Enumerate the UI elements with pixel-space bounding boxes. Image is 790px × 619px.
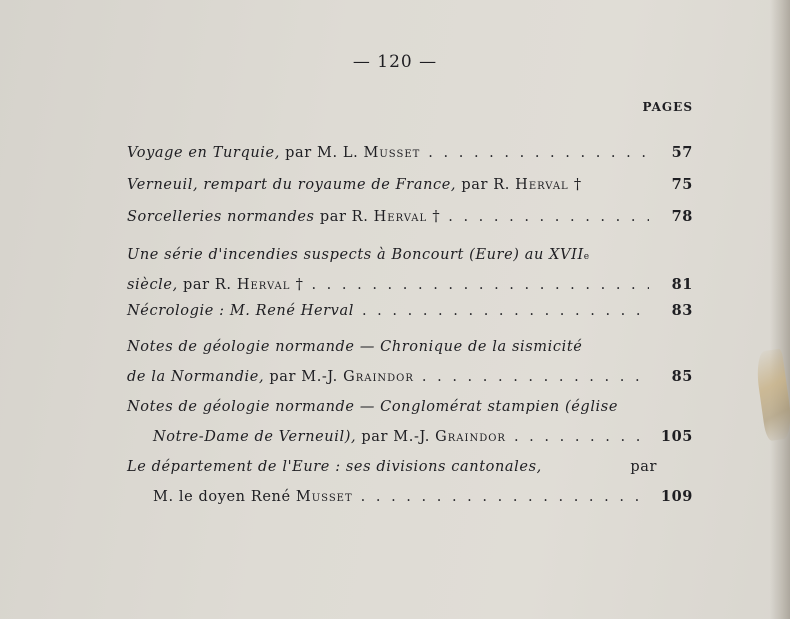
entry-by: par R. bbox=[319, 209, 369, 225]
pages-column-label: PAGES bbox=[642, 100, 693, 114]
entry-title: Verneuil, rempart du royaume de France, bbox=[127, 177, 457, 193]
entry-title-line2: siècle, bbox=[127, 277, 178, 293]
entry-title: Sorcelleries normandes bbox=[127, 209, 315, 225]
entry-title-line1: Notes de géologie normande — Chronique de la sismicité bbox=[127, 339, 583, 355]
entry-page: 78 bbox=[671, 208, 693, 225]
entry-title: Nécrologie : M. René Herval bbox=[127, 303, 354, 319]
leader-dots bbox=[422, 362, 649, 392]
leader-dots bbox=[428, 138, 649, 168]
entry-title-line2: Notre-Dame de Verneuil), bbox=[153, 429, 357, 445]
toc-entry bbox=[127, 170, 693, 200]
entry-author: Herval bbox=[236, 277, 291, 293]
page-edge-shadow bbox=[770, 0, 790, 619]
entry-page: 85 bbox=[671, 368, 693, 385]
entry-title-line1: Une série d'incendies suspects à Boncourt (Eure) au XVII bbox=[127, 247, 584, 263]
entry-author: Graindor bbox=[435, 429, 506, 445]
toc-entry bbox=[127, 202, 693, 232]
entry-author: Musset bbox=[363, 145, 421, 161]
dagger-mark: † bbox=[295, 277, 304, 293]
entry-by: par M.-J. bbox=[269, 369, 338, 385]
entry-page: 57 bbox=[671, 144, 693, 161]
entry-title-line2: M. le doyen René bbox=[153, 489, 291, 505]
entry-page: 81 bbox=[671, 276, 693, 293]
leader-dots bbox=[361, 482, 649, 512]
entry-author: Herval bbox=[515, 177, 569, 193]
toc-entry bbox=[127, 392, 693, 452]
toc-entry bbox=[127, 452, 693, 512]
entry-page: 109 bbox=[660, 488, 693, 505]
entry-author: Musset bbox=[295, 489, 353, 505]
leader-dots bbox=[362, 296, 649, 326]
dagger-mark: † bbox=[432, 209, 441, 225]
dagger-mark: † bbox=[573, 177, 582, 193]
toc-entry: Une série d'incendies suspects à Boncourt (Eure) au XVII e siècle, par R. Herval † . . . 81 bbox=[127, 240, 693, 300]
leader-dots bbox=[514, 422, 649, 452]
entry-by: par M.-J. bbox=[361, 429, 430, 445]
entry-page: 83 bbox=[671, 302, 693, 319]
entry-title: Voyage en Turquie, bbox=[127, 145, 280, 161]
page-number: — 120 — bbox=[352, 52, 438, 72]
entry-title-line1: Le département de l'Eure : ses divisions cantonales, bbox=[127, 459, 542, 475]
entry-by: par bbox=[630, 459, 657, 475]
leader-dots bbox=[448, 202, 649, 232]
entry-by: par R. bbox=[461, 177, 510, 193]
entry-page: 75 bbox=[671, 176, 693, 193]
entry-title-line2: de la Normandie, bbox=[127, 369, 265, 385]
entry-by: par M. L. bbox=[285, 145, 359, 161]
entry-title-line1: Notes de géologie normande — Conglomérat stampien (église bbox=[127, 399, 619, 415]
entry-author: Graindor bbox=[343, 369, 414, 385]
entry-author: Herval bbox=[373, 209, 428, 225]
entry-page: 105 bbox=[660, 428, 693, 445]
entry-by: par R. bbox=[183, 277, 232, 293]
toc-entry bbox=[127, 296, 693, 326]
toc-entry bbox=[127, 332, 693, 392]
toc-entry bbox=[127, 138, 693, 168]
